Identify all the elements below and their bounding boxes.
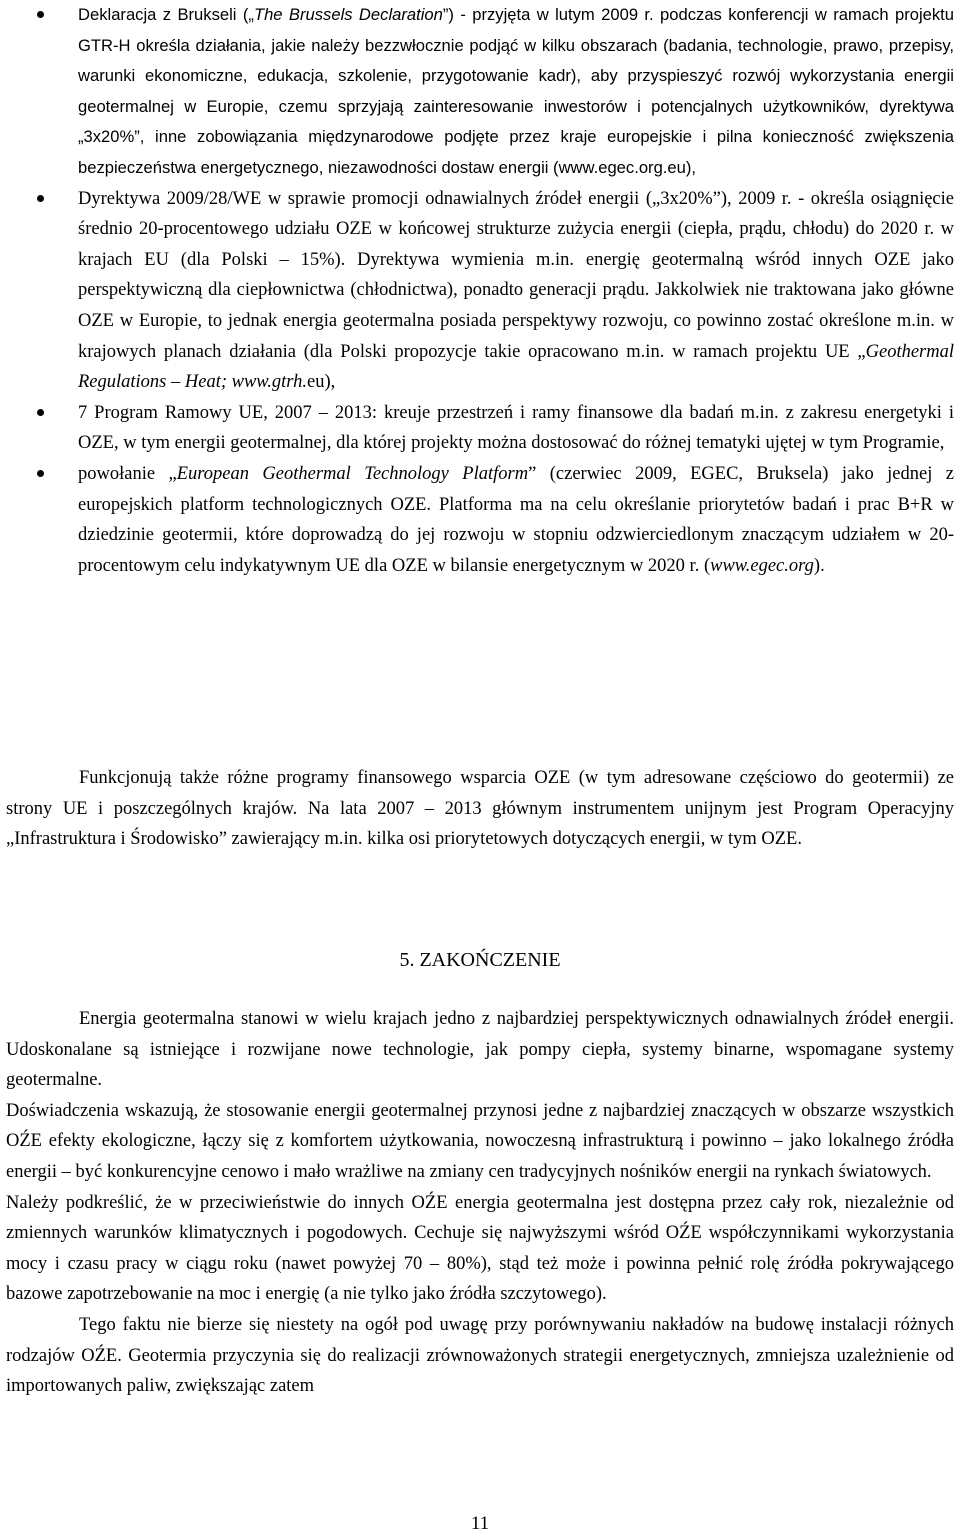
bullet-1-text: Deklaracja z Brukseli („The Brussels Declaration”) - przyjęta w lutym 2009 r. podczas konferencji w ramach projektu GTR-H określa działania, jakie należy bezzwłocznie podjąć w kilku obszarach (badania, technologie, prawo, przepisy, warunki ekonomiczne, edukacja, szkolenie, przygotowanie kadr), aby przyspieszyć rozwój wykorzystania energii geotermalnej w Europie, czemu sprzyjają zainteresowanie inwestorów i potencjalnych użytkowników, dyrektywa „3x20%”, inne zobowiązania międzynarodowe podjęte przez kraje europejskie i pilna konieczność zwiększenia bezpieczeństwa energetycznego, niezawodności dostaw energii (www.egec.org.eu),: [78, 5, 954, 177]
bullet-icon: [37, 195, 44, 202]
conclusion-text: [6, 1004, 954, 1402]
bullet-list: [0, 0, 960, 581]
section-heading: 5. ZAKOŃCZENIE: [399, 949, 561, 971]
conclusion-paragraph-4: Tego faktu nie bierze się niestety na ogół pod uwagę przy porównywaniu nakładów na budowę instalacji różnych rodzajów OŹE. Geotermia przyczynia się do realizacji zrównoważonych strategii energetycznych, zmniejsza uzależnienie od importowanych paliw, zwiększając zatem: [6, 1314, 954, 1397]
bullet-2-text: Dyrektywa 2009/28/WE w sprawie promocji odnawialnych źródeł energii („3x20%”), 2009 r. - określa osiągnięcie średnio 20-procentowego udziału OZE w końcowej strukturze zużycia energii (ciepła, prądu, chłodu) do 2020 r. w krajach EU (dla Polski – 15%). Dyrektywa wymienia m.in. energię geotermalną wśród innych OZE jako perspektywiczną dla ciepłownictwa (chłodnictwa), ponadto generacji prądu. Jakkolwiek nie traktowana jako główne OZE w Europie, to jednak energia geotermalna posiada perspektywy rozwoju, co powinno zostać określone m.in. w krajowych planach działania (dla Polski propozycje takie opracowano m.in. w ramach projektu UE „Geothermal Regulations – Heat; www.gtrh.eu),: [78, 188, 954, 393]
conclusion-paragraph-1: Energia geotermalna stanowi w wielu krajach jedno z najbardziej perspektywicznych odnawialnych źródeł energii. Udoskonalane są istniejące i rozwijane nowe technologie, jak pompy ciepła, systemy binarne, wspomagane systemy geotermalne.: [6, 1009, 954, 1091]
list-item: [0, 184, 960, 398]
bullet-3-text: 7 Program Ramowy UE, 2007 – 2013: kreuje przestrzeń i ramy finansowe dla badań m.in. z zakresu energetyki i OZE, w tym energii geotermalnej, dla której projekty można dostosować do różnej tematyki ujętej w tym Programie,: [78, 402, 954, 454]
bullet-4-text: powołanie „European Geothermal Technology Platform” (czerwiec 2009, EGEC, Bruksela) jako jednej z europejskich platform technologicznych OZE. Platforma ma na celu określanie priorytetów badań i prac B+R w dziedzinie geotermii, które doprowadzą do jej rozwoju w stopniu odzwierciedlonym znaczącym udziałem w 20-procentowym celu indykatywnym UE dla OZE w bilansie energetycznym w 2020 r. (www.egec.org).: [78, 463, 955, 576]
page-number: 11: [470, 1513, 490, 1534]
list-item: [0, 459, 960, 581]
conclusion-paragraph-3: Należy podkreślić, że w przeciwieństwie do innych OŹE energia geotermalna jest dostępna przez cały rok, niezależnie od zmiennych warunków klimatycznych i pogodowych. Cechuje się najwyższymi wśród OŹE współczynnikami wykorzystania mocy i czasu pracy w ciągu roku (nawet powyżej 70 – 80%), stąd też może i powinna pełnić rolę źródła pokrywającego bazowe zapotrzebowanie na moc i energię (a nie tylko jako źródła szczytowego).: [6, 1192, 954, 1305]
list-item: [0, 398, 960, 459]
list-item: [0, 0, 960, 184]
funding-paragraph: Funkcjonują także różne programy finansowego wsparcia OZE (w tym adresowane częściowo do geotermii) ze strony UE i poszczególnych krajów. Na lata 2007 – 2013 głównym instrumentem unijnym jest Program Operacyjny „Infrastruktura i Środowisko” zawierający m.in. kilka osi priorytetowych dotyczących energii, w tym OZE.: [6, 768, 954, 850]
bullet-icon: [37, 470, 44, 477]
conclusion-paragraph-2: Doświadczenia wskazują, że stosowanie energii geotermalnej przynosi jedne z najbardziej znaczących w obszarze wszystkich OŹE efekty ekologiczne, łączy się z komfortem użytkowania, nowoczesną infrastrukturą i powinno – jako lokalnego źródła energii – być konkurencyjne cenowo i mało wrażliwe na zmiany cen tradycyjnych nośników energii na rynkach światowych.: [6, 1100, 954, 1182]
bullet-icon: [37, 11, 44, 18]
bullet-icon: [37, 409, 44, 416]
